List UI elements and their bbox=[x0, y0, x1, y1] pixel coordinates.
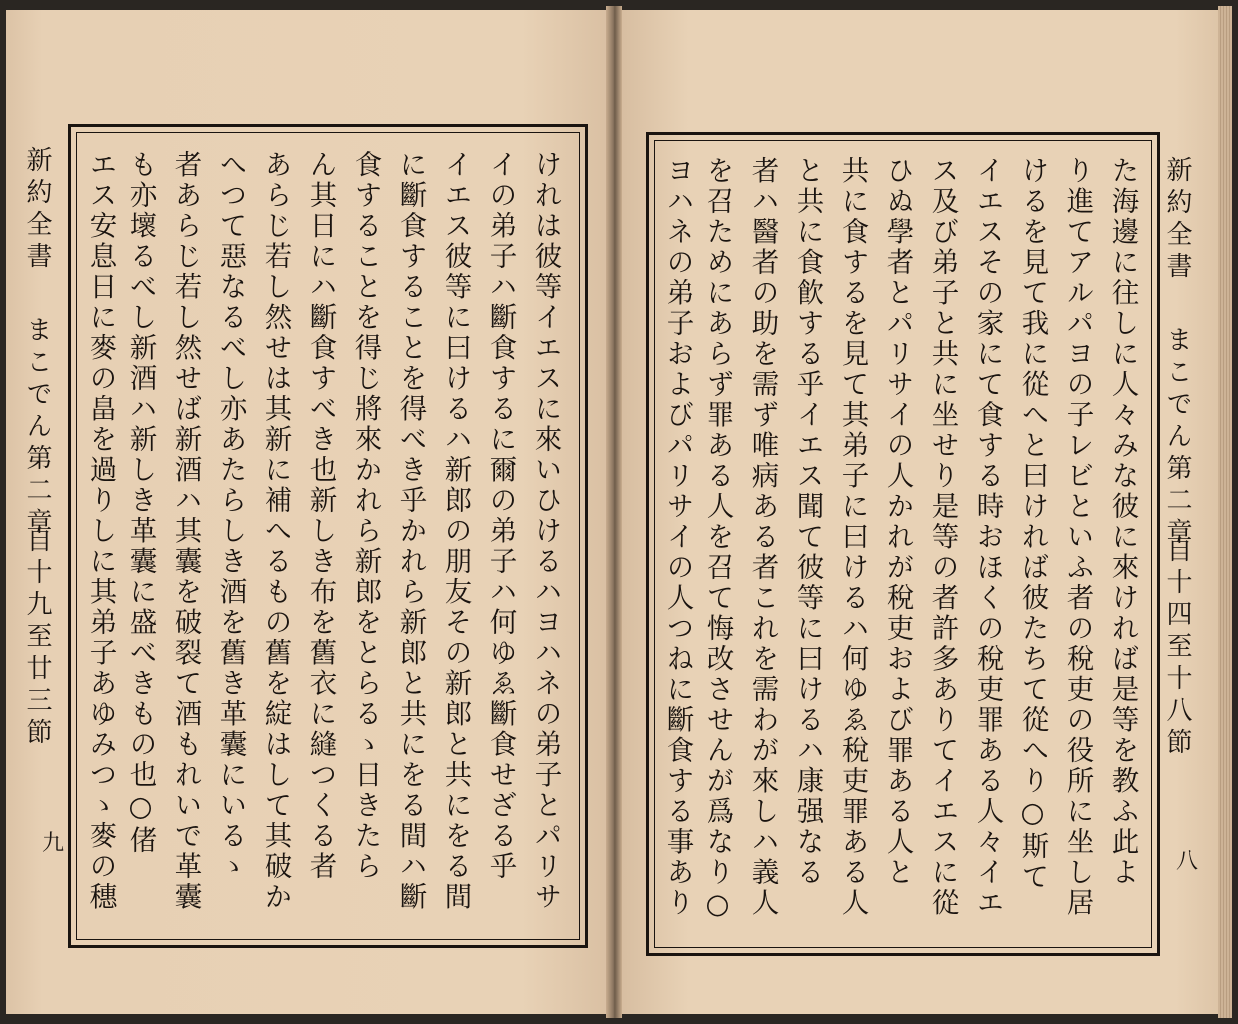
left-column-3: イエス彼等に曰けるハ新郎の朋友その新郎と共にをる間 bbox=[439, 150, 472, 913]
left-column-4: に斷食することを得べき乎かれら新郎と共にをる間ハ斷 bbox=[394, 150, 427, 913]
left-column-10: も亦壞るべし新酒ハ新しき革囊に盛べきもの也○偖 bbox=[124, 150, 157, 856]
open-book bbox=[6, 6, 1232, 1018]
right-column-10: を召ためにあらず罪ある人を召て悔改させんが爲なり○ bbox=[701, 156, 734, 923]
left-header-book-title: 新約全書 bbox=[22, 146, 52, 274]
left-column-11: エス安息日に麥の畠を過りしに其弟子あゆみつゝ麥の穗 bbox=[84, 150, 117, 913]
right-column-5: ス及び弟子と共に坐せり是等の者許多ありてイエスに從 bbox=[926, 156, 959, 919]
right-column-7: 共に食するを見て其弟子に曰けるハ何ゆゑ稅吏罪ある人 bbox=[836, 156, 869, 919]
right-column-1: た海邊に往しに人々みな彼に來ければ是等を教ふ此よ bbox=[1106, 156, 1139, 888]
right-page-number: 八 bbox=[1176, 849, 1199, 874]
right-column-4: イエスその家にて食する時おほくの稅吏罪ある人々イエ bbox=[971, 156, 1004, 919]
right-column-2: り進てアルパヨの子レビといふ者の稅吏の役所に坐し居 bbox=[1061, 156, 1094, 919]
left-column-9: 者あらじ若し然せば新酒ハ其囊を破裂て酒もれいで革囊 bbox=[169, 150, 202, 913]
right-column-3: けるを見て我に從へと曰ければ彼たちて從へり○斯て bbox=[1016, 156, 1049, 893]
right-header-verses: 自十四至十八節 bbox=[1162, 536, 1192, 760]
right-column-6: ひぬ學者とパリサイの人かれが稅吏および罪ある人と bbox=[881, 156, 914, 888]
right-header-book-title: 新約全書 bbox=[1162, 156, 1192, 284]
left-column-7: あらじ若し然せは其新に補へるもの舊を綻はして其破か bbox=[259, 150, 292, 913]
right-column-9: 者ハ醫者の助を需ず唯病ある者これを需わが來しハ義人 bbox=[746, 156, 779, 919]
left-column-2: イの弟子ハ斷食するに爾の弟子ハ何ゆゑ斷食せざる乎 bbox=[484, 150, 517, 882]
right-column-11: ヨハネの弟子およびパリサイの人つねに斷食する事あり bbox=[661, 156, 694, 919]
left-header-verses: 自十九至廿三節 bbox=[22, 526, 52, 750]
left-column-8: へつて惡なるべし亦あたらしき酒を舊き革囊にいるゝ bbox=[214, 150, 247, 882]
left-column-5: 食することを得じ將來かれら新郎をとらるゝ日きたら bbox=[349, 150, 382, 882]
right-header-chapter: まこでん第二章 bbox=[1162, 326, 1192, 550]
page-edge-stack bbox=[1218, 6, 1232, 1018]
left-header-chapter: まこでん第二章 bbox=[22, 316, 52, 540]
right-column-8: と共に食飮する乎イエス聞て彼等に曰けるハ康强なる bbox=[791, 156, 824, 888]
book-gutter bbox=[606, 6, 622, 1018]
left-page-number: 九 bbox=[42, 831, 65, 856]
left-column-1: けれは彼等イエスに來いひけるハヨハネの弟子とパリサ bbox=[529, 150, 562, 913]
left-column-6: ん其日にハ斷食すべき也新しき布を舊衣に縫つくる者 bbox=[304, 150, 337, 882]
